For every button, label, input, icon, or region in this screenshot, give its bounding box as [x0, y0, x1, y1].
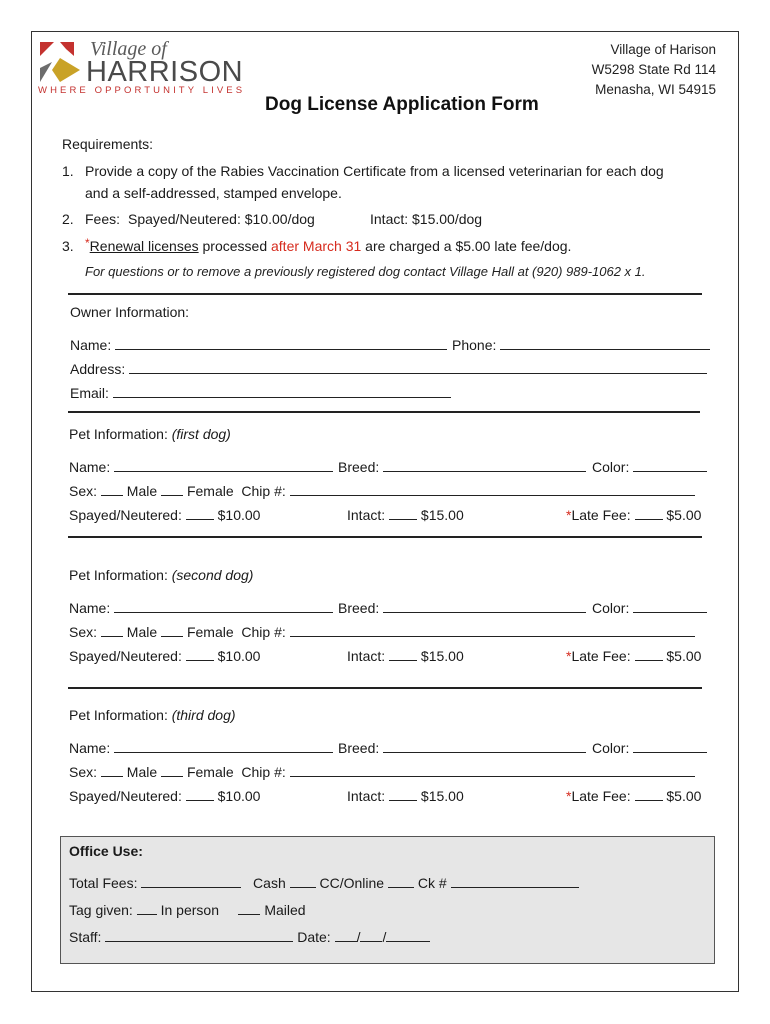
in-person-field[interactable] — [137, 901, 157, 915]
pet-3-sex-row — [69, 763, 695, 780]
cc-online-label: CC/Online — [319, 875, 385, 891]
requirements-heading: Requirements: — [62, 136, 154, 152]
pet-chip-label: Chip #: — [241, 764, 286, 780]
date-slash: / — [382, 929, 387, 945]
pet-1-spayed-field[interactable] — [186, 506, 214, 520]
office-fees-row — [69, 874, 579, 891]
pet-3-chip-field[interactable] — [290, 763, 695, 777]
pet-spayed-amount: $10.00 — [217, 648, 261, 664]
pet-intact-amount: $15.00 — [420, 648, 464, 664]
req-2-spayed-fee: Spayed/Neutered: $10.00/dog — [128, 211, 315, 227]
pet-sex-label: Sex: — [69, 624, 98, 640]
check-number-field[interactable] — [451, 874, 579, 888]
pet-2-heading — [69, 567, 253, 583]
pet-2-female-field[interactable] — [161, 623, 183, 637]
pet-2-breed-row — [338, 599, 586, 616]
pet-3-male-field[interactable] — [101, 763, 123, 777]
pet-male-label: Male — [126, 764, 158, 780]
divider — [68, 411, 700, 413]
pet-male-label: Male — [126, 483, 158, 499]
req-3-number: 3. — [62, 238, 74, 254]
pet-1-late-row — [566, 506, 701, 523]
pet-2-late-row — [566, 647, 701, 664]
late-fee-star: * — [566, 788, 572, 804]
pet-name-label: Name: — [69, 600, 111, 616]
address-line-1: Village of Harison — [610, 42, 716, 57]
pet-2-which: (second dog) — [171, 567, 254, 583]
req-3-text — [85, 238, 571, 254]
req-3-after-date: after March 31 — [271, 238, 362, 254]
office-tag-row — [69, 901, 306, 918]
pet-2-name-field[interactable] — [114, 599, 333, 613]
pet-3-name-row — [69, 739, 333, 756]
date-year-field[interactable] — [386, 928, 430, 942]
pet-2-spayed-field[interactable] — [186, 647, 214, 661]
req-3-renewal: Renewal licenses — [89, 238, 199, 254]
owner-address-field[interactable] — [129, 360, 707, 374]
pet-2-intact-row — [347, 647, 464, 664]
pet-1-female-field[interactable] — [161, 482, 183, 496]
cash-field[interactable] — [290, 874, 316, 888]
pet-2-intact-field[interactable] — [389, 647, 417, 661]
owner-email-label: Email: — [70, 385, 109, 401]
mailed-field[interactable] — [238, 901, 260, 915]
pet-1-name-field[interactable] — [114, 458, 333, 472]
pet-intact-label: Intact: — [347, 648, 386, 664]
owner-heading: Owner Information: — [70, 304, 190, 320]
pet-3-intact-row — [347, 787, 464, 804]
cash-label: Cash — [253, 875, 286, 891]
pet-2-breed-field[interactable] — [383, 599, 586, 613]
req-2-intact-fee: Intact: $15.00/dog — [370, 211, 483, 227]
in-person-label: In person — [160, 902, 219, 918]
pet-late-label: Late Fee: — [571, 648, 631, 664]
pet-1-heading-label: Pet Information: — [69, 426, 168, 442]
pet-3-female-field[interactable] — [161, 763, 183, 777]
req-3-rest: are charged a $5.00 late fee/dog. — [361, 238, 572, 254]
owner-address-label: Address: — [70, 361, 126, 377]
pet-3-which: (third dog) — [171, 707, 236, 723]
pet-3-intact-field[interactable] — [389, 787, 417, 801]
office-use-heading: Office Use: — [69, 843, 143, 859]
pet-1-heading — [69, 426, 231, 442]
pet-1-color-field[interactable] — [633, 458, 707, 472]
owner-name-row — [70, 336, 447, 353]
tag-given-label: Tag given: — [69, 902, 133, 918]
pet-3-spayed-field[interactable] — [186, 787, 214, 801]
office-staff-row — [69, 928, 430, 945]
staff-label: Staff: — [69, 929, 102, 945]
pet-male-label: Male — [126, 624, 158, 640]
owner-name-label: Name: — [70, 337, 112, 353]
village-address — [592, 40, 716, 100]
pet-intact-label: Intact: — [347, 788, 386, 804]
pet-color-label: Color: — [592, 459, 630, 475]
pet-3-color-field[interactable] — [633, 739, 707, 753]
owner-phone-row — [452, 336, 710, 353]
req-1-line-1: Provide a copy of the Rabies Vaccination Certificate from a licensed veterinarian for each dog — [85, 163, 664, 179]
pet-2-chip-field[interactable] — [290, 623, 695, 637]
pet-breed-label: Breed: — [338, 600, 380, 616]
late-fee-star: * — [566, 648, 572, 664]
pet-breed-label: Breed: — [338, 740, 380, 756]
pet-1-which: (first dog) — [171, 426, 231, 442]
pet-spayed-label: Spayed/Neutered: — [69, 507, 182, 523]
logo-tagline: WHERE OPPORTUNITY LIVES — [38, 85, 246, 96]
pet-3-color-row — [592, 739, 707, 756]
pet-breed-label: Breed: — [338, 459, 380, 475]
req-3-star: * — [85, 236, 90, 250]
pet-chip-label: Chip #: — [241, 624, 286, 640]
divider — [68, 536, 702, 538]
pet-3-breed-field[interactable] — [383, 739, 586, 753]
date-day-field[interactable] — [360, 928, 382, 942]
pet-color-label: Color: — [592, 740, 630, 756]
form-title: Dog License Application Form — [265, 94, 539, 115]
date-month-field[interactable] — [335, 928, 357, 942]
pet-1-chip-field[interactable] — [290, 482, 695, 496]
req-2-number: 2. — [62, 211, 74, 227]
owner-phone-label: Phone: — [452, 337, 497, 353]
pet-sex-label: Sex: — [69, 764, 98, 780]
pet-1-name-row — [69, 458, 333, 475]
pet-name-label: Name: — [69, 459, 111, 475]
owner-name-field[interactable] — [115, 336, 447, 350]
pet-spayed-label: Spayed/Neutered: — [69, 788, 182, 804]
pet-late-amount: $5.00 — [666, 648, 702, 664]
pet-female-label: Female — [186, 624, 234, 640]
pet-1-color-row — [592, 458, 707, 475]
address-line-3: Menasha, WI 54915 — [595, 82, 716, 97]
pet-spayed-amount: $10.00 — [217, 788, 261, 804]
pet-intact-label: Intact: — [347, 507, 386, 523]
total-fees-label: Total Fees: — [69, 875, 138, 891]
pet-2-name-row — [69, 599, 333, 616]
pet-late-amount: $5.00 — [666, 788, 702, 804]
pet-intact-amount: $15.00 — [420, 788, 464, 804]
check-number-label: Ck # — [417, 875, 447, 891]
pet-name-label: Name: — [69, 740, 111, 756]
contact-note: For questions or to remove a previously registered dog contact Village Hall at (920) 989-1062 x 1. — [85, 264, 646, 279]
pet-3-heading-label: Pet Information: — [69, 707, 168, 723]
pet-2-heading-label: Pet Information: — [69, 567, 168, 583]
pet-1-intact-row — [347, 506, 464, 523]
pet-female-label: Female — [186, 483, 234, 499]
pet-1-intact-field[interactable] — [389, 506, 417, 520]
pet-2-color-row — [592, 599, 707, 616]
pet-intact-amount: $15.00 — [420, 507, 464, 523]
owner-email-row — [70, 384, 451, 401]
pet-3-spayed-row — [69, 787, 260, 804]
pet-1-late-field[interactable] — [635, 506, 663, 520]
req-1-number: 1. — [62, 163, 74, 179]
pet-2-spayed-row — [69, 647, 260, 664]
logo-village-text: Village of — [90, 38, 167, 60]
address-line-2: W5298 State Rd 114 — [591, 62, 716, 77]
total-fees-field[interactable] — [141, 874, 241, 888]
pet-chip-label: Chip #: — [241, 483, 286, 499]
logo-harrison-text: HARRISON — [86, 56, 244, 88]
pet-color-label: Color: — [592, 600, 630, 616]
date-label: Date: — [297, 929, 331, 945]
cc-online-field[interactable] — [388, 874, 414, 888]
owner-email-field[interactable] — [113, 384, 451, 398]
pet-late-label: Late Fee: — [571, 507, 631, 523]
pet-1-breed-field[interactable] — [383, 458, 586, 472]
late-fee-star: * — [566, 507, 572, 523]
divider — [68, 293, 702, 295]
date-slash: / — [356, 929, 361, 945]
owner-address-row — [70, 360, 707, 377]
divider — [68, 687, 702, 689]
req-2-fees-label: Fees: — [85, 211, 121, 227]
pet-3-name-field[interactable] — [114, 739, 333, 753]
pet-3-late-row — [566, 787, 701, 804]
pet-3-late-field[interactable] — [635, 787, 663, 801]
req-3-processed: processed — [198, 238, 271, 254]
pet-2-male-field[interactable] — [101, 623, 123, 637]
pet-late-amount: $5.00 — [666, 507, 702, 523]
pet-spayed-amount: $10.00 — [217, 507, 261, 523]
pet-3-breed-row — [338, 739, 586, 756]
pet-spayed-label: Spayed/Neutered: — [69, 648, 182, 664]
owner-phone-field[interactable] — [500, 336, 710, 350]
req-1-line-2: and a self-addressed, stamped envelope. — [85, 185, 342, 201]
pet-2-late-field[interactable] — [635, 647, 663, 661]
pet-2-color-field[interactable] — [633, 599, 707, 613]
pet-sex-label: Sex: — [69, 483, 98, 499]
pet-1-breed-row — [338, 458, 586, 475]
pet-late-label: Late Fee: — [571, 788, 631, 804]
pet-1-sex-row — [69, 482, 695, 499]
staff-field[interactable] — [105, 928, 293, 942]
village-logo-icon — [38, 40, 82, 84]
pet-1-spayed-row — [69, 506, 260, 523]
pet-1-male-field[interactable] — [101, 482, 123, 496]
pet-2-sex-row — [69, 623, 695, 640]
pet-3-heading — [69, 707, 236, 723]
mailed-label: Mailed — [264, 902, 306, 918]
pet-female-label: Female — [186, 764, 234, 780]
